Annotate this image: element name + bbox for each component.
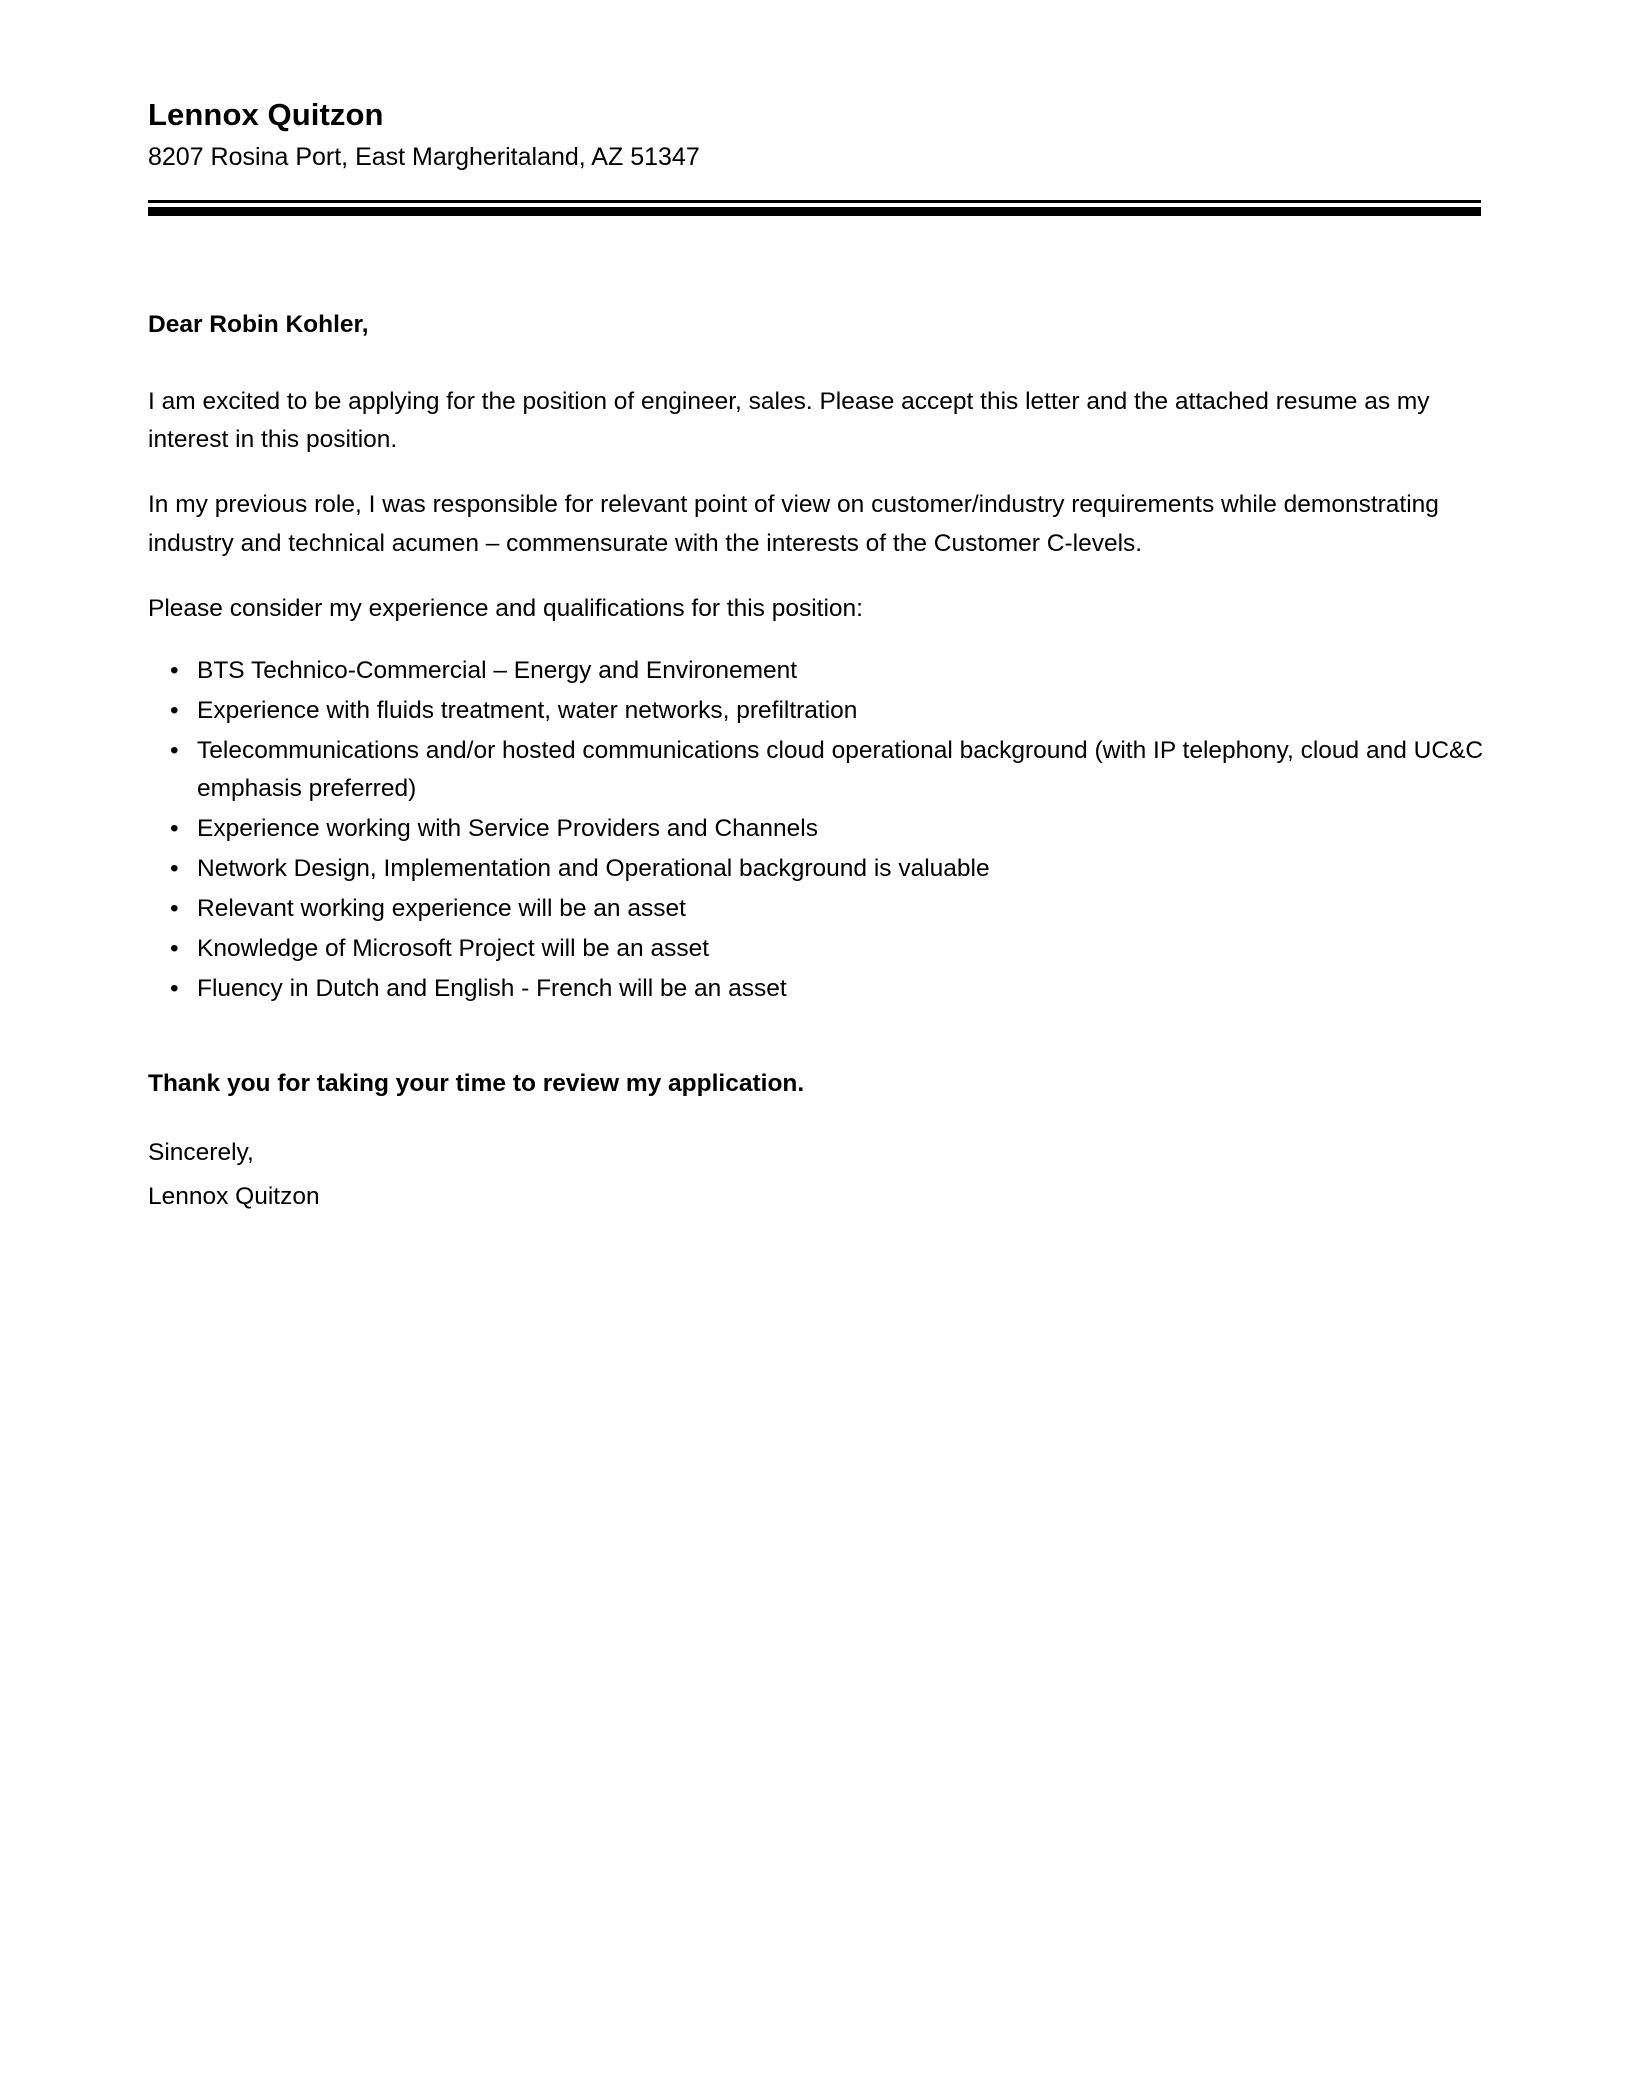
paragraph-previous-role: In my previous role, I was responsible for relevant point of view on customer/industry requirements while demonstrating industry and technical acumen – commensurate with the interests of the Customer C-levels. <box>148 491 1439 557</box>
signoff-name: Lennox Quitzon <box>148 1182 320 1210</box>
paragraph-intro: I am excited to be applying for the position of engineer, sales. Please accept this letter and the attached resume as my interest in this position. <box>148 387 1430 454</box>
letterhead <box>148 96 1484 174</box>
letter-body <box>148 308 1484 1215</box>
list-item: • Experience with fluids treatment, water networks, prefiltration <box>148 692 1484 730</box>
divider-thick-bar <box>148 207 1481 216</box>
sender-address: 8207 Rosina Port, East Margheritaland, AZ 51347 <box>148 143 700 172</box>
sender-name: Lennox Quitzon <box>148 97 384 132</box>
list-item: • Knowledge of Microsoft Project will be an asset <box>148 930 1484 968</box>
paragraph-qualifications-lead-in: Please consider my experience and qualifications for this position: <box>148 594 863 622</box>
list-item: • Telecommunications and/or hosted communications cloud operational background (with IP telephony, cloud and UC&C emphasis preferred) <box>148 732 1484 808</box>
signoff-closing: Sincerely, <box>148 1139 254 1167</box>
letter-sheet <box>148 96 1484 1215</box>
list-item: • Relevant working experience will be an asset <box>148 890 1484 928</box>
list-item: • Network Design, Implementation and Operational background is valuable <box>148 850 1484 888</box>
qualifications-list <box>148 652 1484 1008</box>
letterhead-divider <box>148 200 1481 216</box>
salutation: Dear Robin Kohler, <box>148 310 369 338</box>
thank-you-line: Thank you for taking your time to review my application. <box>148 1069 805 1097</box>
list-item: • Experience working with Service Providers and Channels <box>148 810 1484 848</box>
list-item: • BTS Technico-Commercial – Energy and Environement <box>148 652 1484 690</box>
list-item: • Fluency in Dutch and English - French will be an asset <box>148 970 1484 1008</box>
